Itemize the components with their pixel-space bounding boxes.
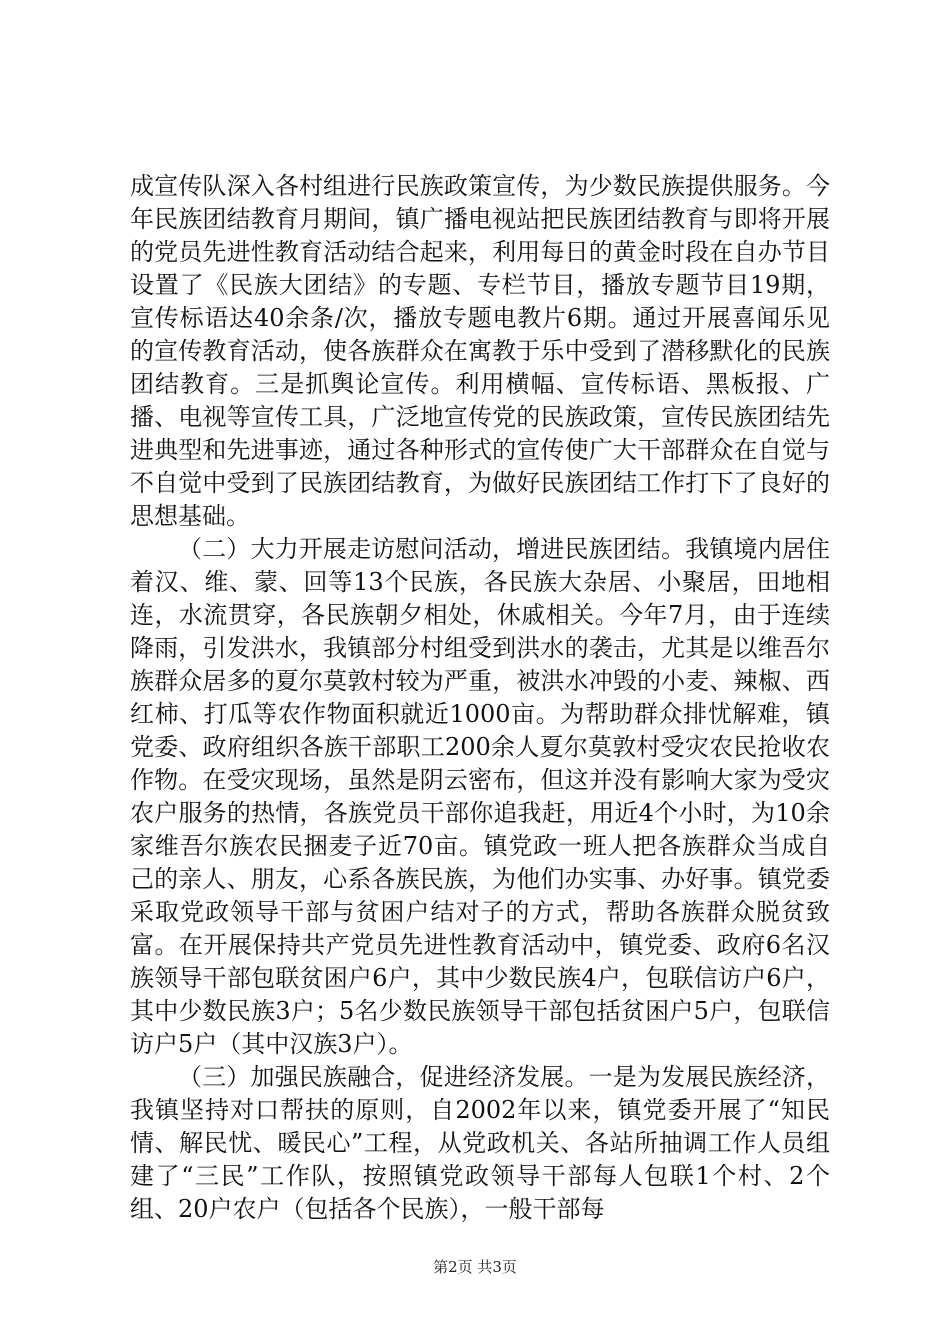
paragraph-section-two: （二）大力开展走访慰问活动，增进民族团结。我镇境内居住着汉、维、蒙、回等13个民族，各民族大杂居、小聚居，田地相连，水流贯穿，各民族朝夕相处，休戚相关。今年7月，由于连续降雨，引发洪水，我镇部分村组受到洪水的袭击，尤其是以维吾尔族群众居多的夏尔莫敦村较为严重，被洪水冲毁的小麦、辣椒、西红柿、打瓜等农作物面积就近1000亩。为帮助群众排忧解难，镇党委、政府组织各族干部职工200余人夏尔莫敦村受灾农民抢收农作物。在受灾现场，虽然是阴云密布，但这并没有影响大家为受灾农户服务的热情，各族党员干部你追我赶，用近4个小时，为10余家维吾尔族农民捆麦子近70亩。镇党政一班人把各族群众当成自己的亲人、朋友，心系各族民族，为他们办实事、办好事。镇党委采取党政领导干部与贫困户结对子的方式，帮助各族群众脱贫致富。在开展保持共产党员先进性教育活动中，镇党委、政府6名汉族领导干部包联贫困户6户，其中少数民族4户，包联信访户6户，其中少数民族3户；5名少数民族领导干部包括贫困户5户，包联信访户5户（其中汉族3户）。 — [130, 535, 830, 1058]
document-body — [130, 170, 830, 1226]
page-footer — [0, 1256, 950, 1277]
paragraph-section-three: （三）加强民族融合，促进经济发展。一是为发展民族经济，我镇坚持对口帮扶的原则，自2002年以来，镇党委开展了“知民情、解民忧、暖民心”工程，从党政机关、各站所抽调工作人员组建了“三民”工作队，按照镇党政领导干部每人包联1个村、2个组、20户农户（包括各个民族），一般干部每 — [130, 1063, 830, 1223]
paragraph-continuation: 成宣传队深入各村组进行民族政策宣传，为少数民族提供服务。今年民族团结教育月期间，镇广播电视站把民族团结教育与即将开展的党员先进性教育活动结合起来，利用每日的黄金时段在自办节目设置了《民族大团结》的专题、专栏节目，播放专题节目19期，宣传标语达40余条/次，播放专题电教片6期。通过开展喜闻乐见的宣传教育活动，使各族群众在寓教于乐中受到了潜移默化的民族团结教育。三是抓舆论宣传。利用横幅、宣传标语、黑板报、广播、电视等宣传工具，广泛地宣传党的民族政策，宣传民族团结先进典型和先进事迹，通过各种形式的宣传使广大干部群众在自觉与不自觉中受到了民族团结教育，为做好民族团结工作打下了良好的思想基础。 — [130, 172, 830, 530]
page-number-label: 第2页 共3页 — [433, 1258, 517, 1276]
